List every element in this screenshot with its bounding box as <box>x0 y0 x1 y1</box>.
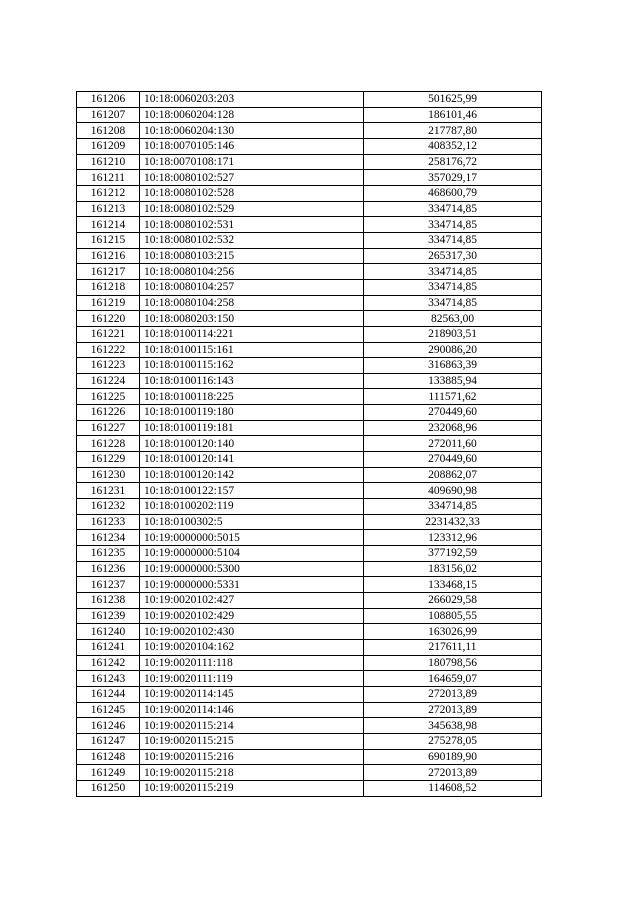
row-number-cell: 161211 <box>77 170 140 186</box>
cadastral-number-cell: 10:18:0100116:143 <box>140 373 364 389</box>
value-cell: 357029,17 <box>364 170 542 186</box>
table-row <box>77 342 542 358</box>
cadastral-number-cell: 10:18:0060204:128 <box>140 107 364 123</box>
table-row <box>77 92 542 108</box>
value-cell: 163026,99 <box>364 624 542 640</box>
value-cell: 272013,89 <box>364 765 542 781</box>
cadastral-number-cell: 10:19:0020111:119 <box>140 671 364 687</box>
cadastral-number-cell: 10:18:0080103:215 <box>140 248 364 264</box>
value-cell: 217611,11 <box>364 639 542 655</box>
row-number-cell: 161225 <box>77 389 140 405</box>
table-row <box>77 765 542 781</box>
row-number-cell: 161238 <box>77 593 140 609</box>
value-cell: 377192,59 <box>364 546 542 562</box>
row-number-cell: 161231 <box>77 483 140 499</box>
table-row <box>77 326 542 342</box>
cadastral-number-cell: 10:19:0020102:429 <box>140 608 364 624</box>
table-row <box>77 232 542 248</box>
cadastral-number-cell: 10:19:0020114:145 <box>140 686 364 702</box>
cadastral-number-cell: 10:18:0100119:181 <box>140 420 364 436</box>
cadastral-number-cell: 10:19:0020115:219 <box>140 780 364 796</box>
cadastral-number-cell: 10:19:0020111:118 <box>140 655 364 671</box>
row-number-cell: 161220 <box>77 311 140 327</box>
table-row <box>77 185 542 201</box>
table-row <box>77 154 542 170</box>
value-cell: 334714,85 <box>364 264 542 280</box>
cadastral-number-cell: 10:18:0100120:141 <box>140 452 364 468</box>
row-number-cell: 161236 <box>77 561 140 577</box>
cadastral-number-cell: 10:18:0080203:150 <box>140 311 364 327</box>
row-number-cell: 161244 <box>77 686 140 702</box>
row-number-cell: 161232 <box>77 499 140 515</box>
value-cell: 468600,79 <box>364 185 542 201</box>
value-cell: 334714,85 <box>364 201 542 217</box>
table-row <box>77 718 542 734</box>
table-row <box>77 295 542 311</box>
value-cell: 114608,52 <box>364 780 542 796</box>
cadastral-number-cell: 10:18:0100122:157 <box>140 483 364 499</box>
row-number-cell: 161248 <box>77 749 140 765</box>
value-cell: 183156,02 <box>364 561 542 577</box>
cadastral-number-cell: 10:19:0020115:215 <box>140 733 364 749</box>
table-row <box>77 311 542 327</box>
table-row <box>77 671 542 687</box>
value-cell: 133885,94 <box>364 373 542 389</box>
cadastral-number-cell: 10:19:0020114:146 <box>140 702 364 718</box>
value-cell: 272013,89 <box>364 686 542 702</box>
table-row <box>77 499 542 515</box>
row-number-cell: 161224 <box>77 373 140 389</box>
cadastral-number-cell: 10:19:0020102:427 <box>140 593 364 609</box>
cadastral-number-cell: 10:18:0100202:119 <box>140 499 364 515</box>
value-cell: 272013,89 <box>364 702 542 718</box>
row-number-cell: 161221 <box>77 326 140 342</box>
row-number-cell: 161234 <box>77 530 140 546</box>
cadastral-number-cell: 10:18:0070108:171 <box>140 154 364 170</box>
cadastral-number-cell: 10:18:0080102:529 <box>140 201 364 217</box>
cadastral-number-cell: 10:19:0020115:218 <box>140 765 364 781</box>
table-row <box>77 561 542 577</box>
cadastral-number-cell: 10:18:0100120:140 <box>140 436 364 452</box>
table-row <box>77 686 542 702</box>
row-number-cell: 161214 <box>77 217 140 233</box>
table-row <box>77 780 542 796</box>
row-number-cell: 161226 <box>77 405 140 421</box>
cadastral-number-cell: 10:19:0000000:5331 <box>140 577 364 593</box>
row-number-cell: 161210 <box>77 154 140 170</box>
value-cell: 82563,00 <box>364 311 542 327</box>
row-number-cell: 161208 <box>77 123 140 139</box>
value-cell: 275278,05 <box>364 733 542 749</box>
row-number-cell: 161227 <box>77 420 140 436</box>
cadastral-number-cell: 10:19:0000000:5300 <box>140 561 364 577</box>
value-cell: 265317,30 <box>364 248 542 264</box>
value-cell: 334714,85 <box>364 232 542 248</box>
cadastral-number-cell: 10:18:0100120:142 <box>140 467 364 483</box>
value-cell: 217787,80 <box>364 123 542 139</box>
cadastral-number-cell: 10:18:0070105:146 <box>140 138 364 154</box>
value-cell: 108805,55 <box>364 608 542 624</box>
row-number-cell: 161218 <box>77 279 140 295</box>
value-cell: 290086,20 <box>364 342 542 358</box>
value-cell: 270449,60 <box>364 405 542 421</box>
value-cell: 266029,58 <box>364 593 542 609</box>
value-cell: 316863,39 <box>364 358 542 374</box>
value-cell: 111571,62 <box>364 389 542 405</box>
cadastral-number-cell: 10:18:0080104:258 <box>140 295 364 311</box>
row-number-cell: 161237 <box>77 577 140 593</box>
table-row <box>77 358 542 374</box>
table-row <box>77 389 542 405</box>
value-cell: 218903,51 <box>364 326 542 342</box>
cadastral-number-cell: 10:18:0080102:532 <box>140 232 364 248</box>
cadastral-number-cell: 10:18:0080104:256 <box>140 264 364 280</box>
cadastral-number-cell: 10:18:0080102:528 <box>140 185 364 201</box>
cadastral-number-cell: 10:18:0080102:531 <box>140 217 364 233</box>
cadastral-number-cell: 10:19:0020102:430 <box>140 624 364 640</box>
table-row <box>77 373 542 389</box>
row-number-cell: 161245 <box>77 702 140 718</box>
table-row <box>77 546 542 562</box>
value-cell: 123312,96 <box>364 530 542 546</box>
table-row <box>77 593 542 609</box>
table-row <box>77 107 542 123</box>
row-number-cell: 161209 <box>77 138 140 154</box>
cadastral-number-cell: 10:18:0100115:161 <box>140 342 364 358</box>
table-row <box>77 264 542 280</box>
value-cell: 334714,85 <box>364 217 542 233</box>
row-number-cell: 161249 <box>77 765 140 781</box>
row-number-cell: 161212 <box>77 185 140 201</box>
cadastral-number-cell: 10:18:0100119:180 <box>140 405 364 421</box>
value-cell: 690189,90 <box>364 749 542 765</box>
value-cell: 2231432,33 <box>364 514 542 530</box>
table-row <box>77 420 542 436</box>
table-row <box>77 405 542 421</box>
row-number-cell: 161215 <box>77 232 140 248</box>
table-body <box>77 92 542 797</box>
row-number-cell: 161222 <box>77 342 140 358</box>
table-row <box>77 217 542 233</box>
table-row <box>77 577 542 593</box>
table-row <box>77 733 542 749</box>
row-number-cell: 161247 <box>77 733 140 749</box>
row-number-cell: 161246 <box>77 718 140 734</box>
table-row <box>77 702 542 718</box>
table-row <box>77 608 542 624</box>
row-number-cell: 161235 <box>77 546 140 562</box>
cadastral-number-cell: 10:18:0060203:203 <box>140 92 364 108</box>
value-cell: 409690,98 <box>364 483 542 499</box>
value-cell: 232068,96 <box>364 420 542 436</box>
table-row <box>77 749 542 765</box>
table-row <box>77 467 542 483</box>
row-number-cell: 161240 <box>77 624 140 640</box>
value-cell: 208862,07 <box>364 467 542 483</box>
cadastral-number-cell: 10:18:0060204:130 <box>140 123 364 139</box>
row-number-cell: 161242 <box>77 655 140 671</box>
table-row <box>77 530 542 546</box>
cadastral-number-cell: 10:18:0080104:257 <box>140 279 364 295</box>
row-number-cell: 161216 <box>77 248 140 264</box>
value-cell: 258176,72 <box>364 154 542 170</box>
value-cell: 501625,99 <box>364 92 542 108</box>
cadastral-number-cell: 10:19:0020115:216 <box>140 749 364 765</box>
value-cell: 133468,15 <box>364 577 542 593</box>
row-number-cell: 161223 <box>77 358 140 374</box>
table-row <box>77 436 542 452</box>
cadastral-number-cell: 10:19:0000000:5104 <box>140 546 364 562</box>
table-row <box>77 138 542 154</box>
cadastral-number-cell: 10:18:0100115:162 <box>140 358 364 374</box>
cadastral-number-cell: 10:19:0000000:5015 <box>140 530 364 546</box>
row-number-cell: 161207 <box>77 107 140 123</box>
cadastral-value-table <box>76 91 542 797</box>
row-number-cell: 161250 <box>77 780 140 796</box>
value-cell: 334714,85 <box>364 499 542 515</box>
row-number-cell: 161206 <box>77 92 140 108</box>
row-number-cell: 161228 <box>77 436 140 452</box>
cadastral-number-cell: 10:18:0080102:527 <box>140 170 364 186</box>
table-row <box>77 514 542 530</box>
value-cell: 180798,56 <box>364 655 542 671</box>
row-number-cell: 161213 <box>77 201 140 217</box>
table-row <box>77 248 542 264</box>
table-row <box>77 123 542 139</box>
row-number-cell: 161239 <box>77 608 140 624</box>
cadastral-number-cell: 10:19:0020104:162 <box>140 639 364 655</box>
cadastral-number-cell: 10:18:0100118:225 <box>140 389 364 405</box>
value-cell: 272011,60 <box>364 436 542 452</box>
table-row <box>77 201 542 217</box>
table-row <box>77 170 542 186</box>
value-cell: 270449,60 <box>364 452 542 468</box>
table-row <box>77 483 542 499</box>
table-row <box>77 279 542 295</box>
row-number-cell: 161217 <box>77 264 140 280</box>
row-number-cell: 161233 <box>77 514 140 530</box>
cadastral-number-cell: 10:18:0100302:5 <box>140 514 364 530</box>
table-row <box>77 639 542 655</box>
row-number-cell: 161229 <box>77 452 140 468</box>
value-cell: 164659,07 <box>364 671 542 687</box>
row-number-cell: 161219 <box>77 295 140 311</box>
cadastral-number-cell: 10:19:0020115:214 <box>140 718 364 734</box>
value-cell: 334714,85 <box>364 295 542 311</box>
row-number-cell: 161230 <box>77 467 140 483</box>
cadastral-number-cell: 10:18:0100114:221 <box>140 326 364 342</box>
value-cell: 345638,98 <box>364 718 542 734</box>
value-cell: 408352,12 <box>364 138 542 154</box>
table-row <box>77 624 542 640</box>
table-row <box>77 655 542 671</box>
value-cell: 334714,85 <box>364 279 542 295</box>
row-number-cell: 161243 <box>77 671 140 687</box>
value-cell: 186101,46 <box>364 107 542 123</box>
table-row <box>77 452 542 468</box>
row-number-cell: 161241 <box>77 639 140 655</box>
